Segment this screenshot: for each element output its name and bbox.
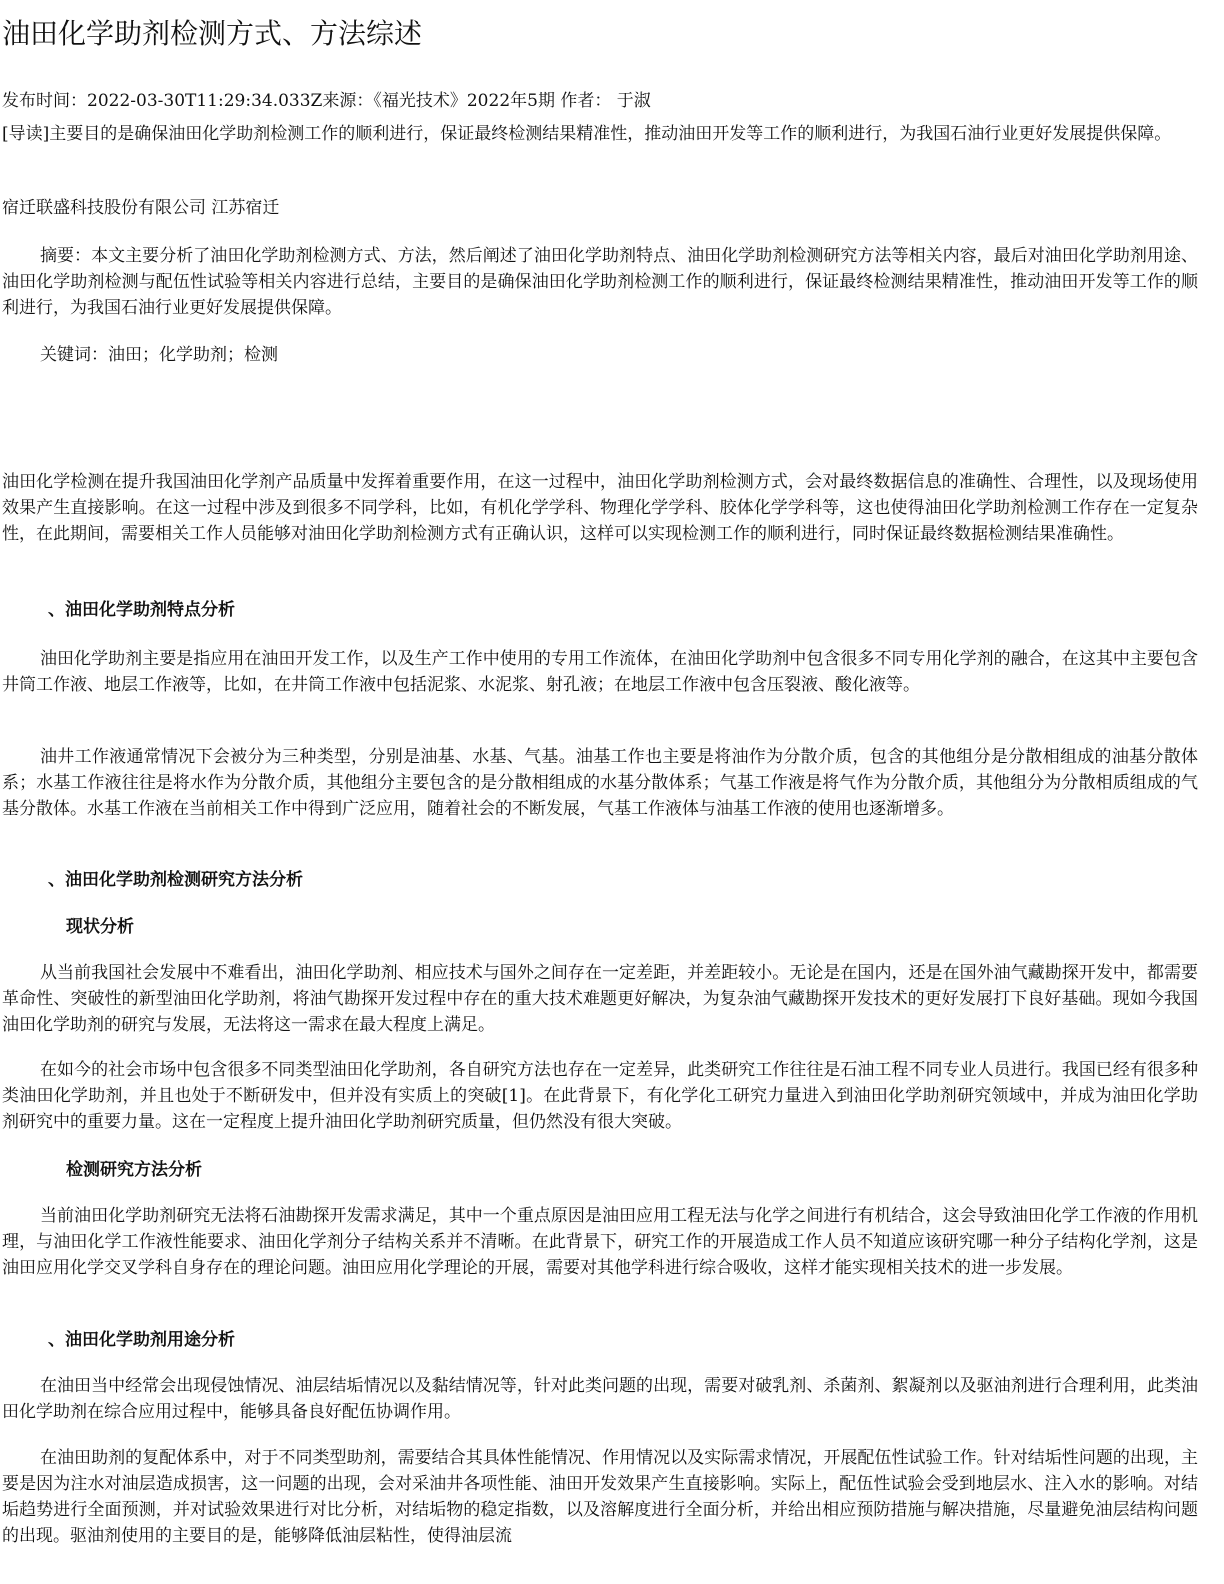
subheading-status: 现状分析 <box>66 917 134 937</box>
abstract-paragraph: 摘要：本文主要分析了油田化学助剂检测方式、方法，然后阐述了油田化学助剂特点、油田化学助剂检测研究方法等相关内容，最后对油田化学助剂用途、油田化学助剂检测与配伍性试验等相关内容进行总结，主要目的是确保油田化学助剂检测工作的顺利进行，保证最终检测结果精准性，推动油田开发等工作的顺利进行，为我国石油行业更好发展提供保障。 <box>2 246 1198 318</box>
features-paragraph-2: 油井工作液通常情况下会被分为三种类型，分别是油基、水基、气基。油基工作也主要是将油作为分散介质，包含的其他组分是分散相组成的油基分散体系；水基工作液往往是将水作为分散介质，其他组分主要包含的是分散相组成的水基分散体系；气基工作液是将气作为分散介质，其他组分为分散相质组成的气基分散体。水基工作液在当前相关工作中得到广泛应用，随着社会的不断发展，气基工作液体与油基工作液的使用也逐渐增多。 <box>2 747 1198 819</box>
status-paragraph-1: 从当前我国社会发展中不难看出，油田化学助剂、相应技术与国外之间存在一定差距，并差距较小。无论是在国内，还是在国外油气藏勘探开发中，都需要革命性、突破性的新型油田化学助剂，将油气勘探开发过程中存在的重大技术难题更好解决，为复杂油气藏勘探开发技术的更好发展打下良好基础。现如今我国油田化学助剂的研究与发展，无法将这一需求在最大程度上满足。 <box>2 963 1198 1035</box>
subheading-detection-methods: 检测研究方法分析 <box>66 1160 202 1180</box>
section-heading-uses: 、油田化学助剂用途分析 <box>48 1330 235 1350</box>
article-title: 油田化学助剂检测方式、方法综述 <box>2 17 423 50</box>
uses-paragraph-2: 在油田助剂的复配体系中，对于不同类型助剂，需要结合其具体性能情况、作用情况以及实际需求情况，开展配伍性试验工作。针对结垢性问题的出现，主要是因为注水对油层造成损害，这一问题的出现，会对采油井各项性能、油田开发效果产生直接影响。实际上，配伍性试验会受到地层水、注入水的影响。对结垢趋势进行全面预测，并对试验效果进行对比分析，对结垢物的稳定指数，以及溶解度进行全面分析，并给出相应预防措施与解决措施，尽量避免油层结构问题的出现。驱油剂使用的主要目的是，能够降低油层粘性，使得油层流 <box>2 1448 1198 1546</box>
section-heading-features: 、油田化学助剂特点分析 <box>48 600 235 620</box>
section-heading-methods: 、油田化学助剂检测研究方法分析 <box>48 870 303 890</box>
article-meta: 发布时间：2022-03-30T11:29:34.033Z来源：《福光技术》2022年5期 作者： 于淑 <box>2 91 651 111</box>
status-paragraph-2: 在如今的社会市场中包含很多不同类型油田化学助剂，各自研究方法也存在一定差异，此类研究工作往往是石油工程不同专业人员进行。我国已经有很多种类油田化学助剂，并且也处于不断研发中，但并没有实质上的突破[1]。在此背景下，有化学化工研究力量进入到油田化学助剂研究领域中，并成为油田化学助剂研究中的重要力量。这在一定程度上提升油田化学助剂研究质量，但仍然没有很大突破。 <box>2 1060 1198 1132</box>
article-lead: [导读]主要目的是确保油田化学助剂检测工作的顺利进行，保证最终检测结果精准性，推动油田开发等工作的顺利进行，为我国石油行业更好发展提供保障。 <box>2 124 1172 144</box>
uses-paragraph-1: 在油田当中经常会出现侵蚀情况、油层结垢情况以及黏结情况等，针对此类问题的出现，需要对破乳剂、杀菌剂、絮凝剂以及驱油剂进行合理利用，此类油田化学助剂在综合应用过程中，能够具备良好配伍协调作用。 <box>2 1376 1198 1422</box>
detection-methods-paragraph: 当前油田化学助剂研究无法将石油勘探开发需求满足，其中一个重点原因是油田应用工程无法与化学之间进行有机结合，这会导致油田化学工作液的作用机理，与油田化学工作液性能要求、油田化学剂分子结构关系并不清晰。在此背景下，研究工作的开展造成工作人员不知道应该研究哪一种分子结构化学剂，这是油田应用化学交叉学科自身存在的理论问题。油田应用化学理论的开展，需要对其他学科进行综合吸收，这样才能实现相关技术的进一步发展。 <box>2 1206 1198 1278</box>
author-affiliation: 宿迁联盛科技股份有限公司 江苏宿迁 <box>2 198 280 218</box>
keywords-line: 关键词：油田；化学助剂；检测 <box>40 345 278 365</box>
intro-paragraph: 油田化学检测在提升我国油田化学剂产品质量中发挥着重要作用，在这一过程中，油田化学助剂检测方式，会对最终数据信息的准确性、合理性，以及现场使用效果产生直接影响。在这一过程中涉及到很多不同学科，比如，有机化学学科、物理化学学科、胶体化学学科等，这也使得油田化学助剂检测工作存在一定复杂性，在此期间，需要相关工作人员能够对油田化学助剂检测方式有正确认识，这样可以实现检测工作的顺利进行，同时保证最终数据检测结果准确性。 <box>2 472 1198 544</box>
features-paragraph-1: 油田化学助剂主要是指应用在油田开发工作，以及生产工作中使用的专用工作流体，在油田化学助剂中包含很多不同专用化学剂的融合，在这其中主要包含井筒工作液、地层工作液等，比如，在井筒工作液中包括泥浆、水泥浆、射孔液；在地层工作液中包含压裂液、酸化液等。 <box>2 649 1198 695</box>
